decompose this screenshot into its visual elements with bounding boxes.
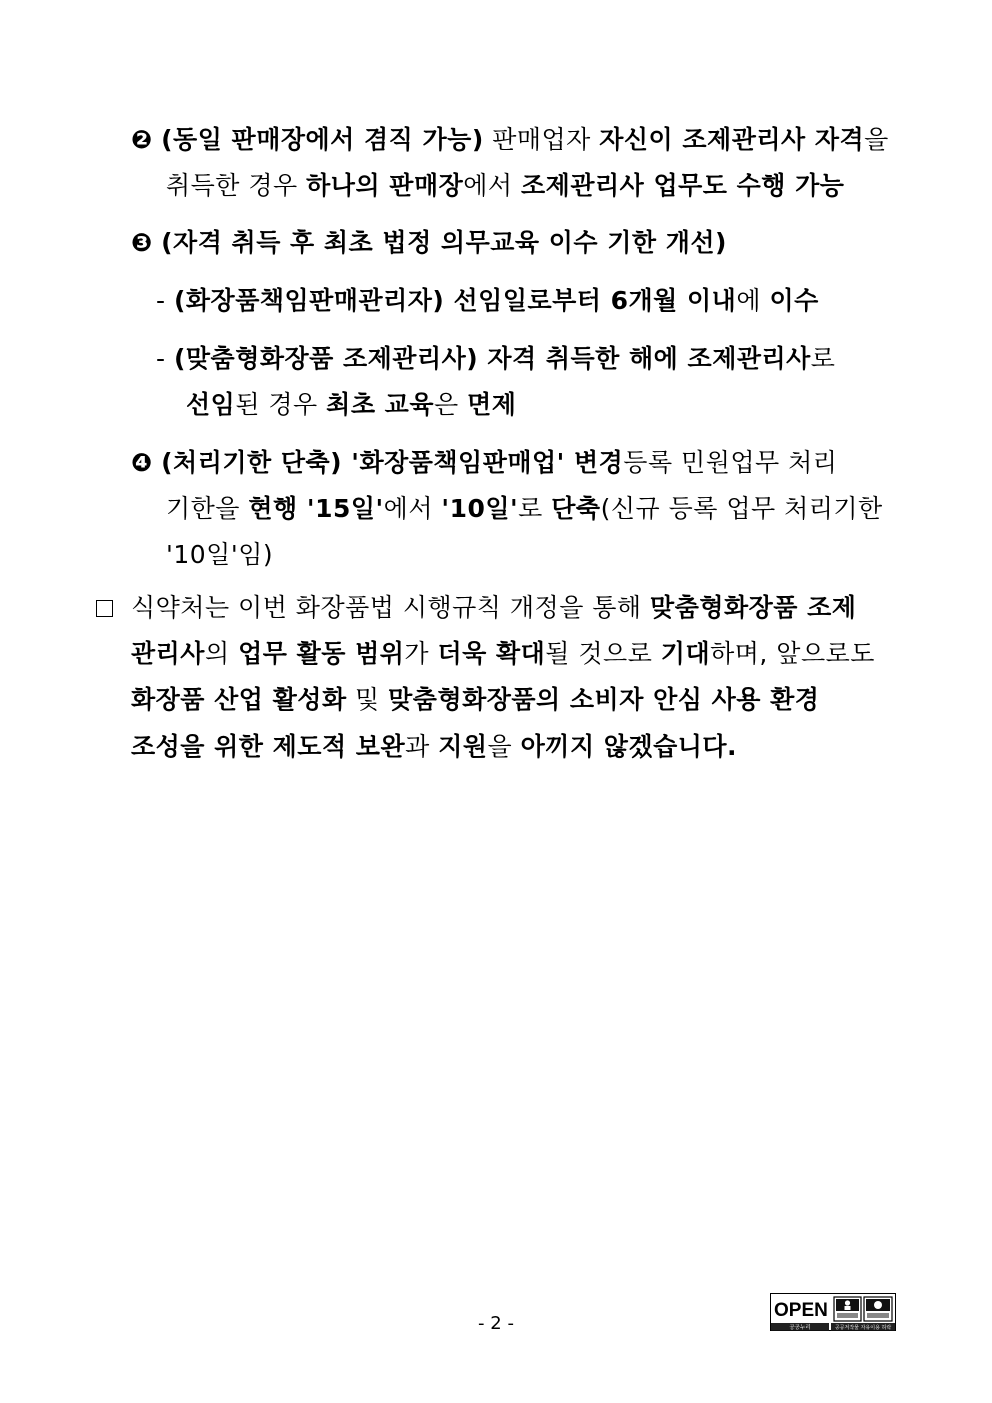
item4-line1-runs bbox=[161, 448, 837, 477]
item3-sub2-line1 bbox=[156, 343, 835, 375]
closing-line3 bbox=[131, 684, 819, 716]
text-run: 자신이 조제관리사 자격 bbox=[599, 125, 865, 154]
text-run: (맞춤형화장품 조제관리사) 자격 취득한 해에 조제관리사 bbox=[173, 344, 811, 373]
text-run: 현행 '15일' bbox=[248, 494, 384, 523]
checkbox-square-icon bbox=[96, 600, 113, 617]
text-run: 에서 bbox=[383, 494, 442, 523]
text-run: (동일 판매장에서 겸직 가능) bbox=[161, 125, 484, 154]
text-run: 아끼지 않겠습니다. bbox=[520, 732, 738, 761]
item4-bullet: ❹ bbox=[131, 448, 153, 477]
open-license-badge bbox=[770, 1293, 896, 1331]
text-run: 업무 활동 범위 bbox=[238, 639, 405, 668]
text-run: 최초 교육 bbox=[326, 390, 434, 419]
text-run: 면제 bbox=[467, 390, 517, 419]
item2-line1-runs bbox=[161, 125, 889, 154]
text-run: 판매업자 bbox=[483, 125, 600, 154]
text-run: 지원 bbox=[438, 732, 488, 761]
text-run: 의 bbox=[204, 639, 239, 668]
text-run: 로 bbox=[518, 494, 552, 523]
text-run: 화장품 산업 활성화 bbox=[131, 685, 347, 714]
text-run: - bbox=[156, 344, 174, 373]
text-run: '10일' bbox=[441, 494, 519, 523]
item2-line2 bbox=[166, 170, 844, 202]
text-run: - bbox=[156, 286, 174, 315]
item3-sub2-line2 bbox=[186, 389, 516, 421]
text-run: 맞춤형화장품의 소비자 안심 사용 환경 bbox=[388, 685, 820, 714]
text-run: 이수 bbox=[769, 286, 819, 315]
text-run: (화장품책임판매관리자) 선임일로부터 6개월 이내 bbox=[173, 286, 737, 315]
text-run: 된 경우 bbox=[235, 390, 327, 419]
text-run: 에 bbox=[736, 286, 770, 315]
text-run: 더욱 확대 bbox=[437, 639, 546, 668]
license-left-caption: 공공누리 bbox=[789, 1325, 811, 1331]
item2-bullet: ❷ bbox=[131, 125, 153, 154]
text-run: 취득한 경우 bbox=[166, 171, 307, 200]
text-run: 관리사 bbox=[131, 639, 205, 668]
text-run: 을 bbox=[487, 732, 521, 761]
text-run: 식약처는 이번 화장품법 시행규칙 개정을 통해 bbox=[131, 593, 651, 622]
item3-bullet: ❸ bbox=[131, 228, 153, 257]
text-run: 될 것으로 bbox=[545, 639, 661, 668]
text-run: 및 bbox=[346, 685, 389, 714]
text-run: (처리기한 단축) '화장품책임판매업' 변경 bbox=[161, 448, 624, 477]
text-run: 하며, 앞으로도 bbox=[710, 639, 875, 668]
text-run: 기대 bbox=[660, 639, 711, 668]
text-run: 등록 민원업무 처리 bbox=[623, 448, 838, 477]
closing-line1 bbox=[131, 592, 856, 624]
text-run: (자격 취득 후 최초 법정 의무교육 이수 기한 개선) bbox=[161, 228, 727, 257]
text-run: 단축 bbox=[551, 494, 601, 523]
text-run: 가 bbox=[404, 639, 438, 668]
license-open-text: OPEN bbox=[774, 1300, 828, 1321]
item3-line1 bbox=[131, 227, 727, 259]
text-run: 맞춤형화장품 조제 bbox=[650, 593, 857, 622]
text-run: 하나의 판매장 bbox=[306, 171, 464, 200]
item2-line1 bbox=[131, 124, 889, 156]
text-run: 로 bbox=[810, 344, 836, 373]
text-run: 기한을 bbox=[166, 494, 249, 523]
text-run: 을 bbox=[864, 125, 889, 154]
text-run: 에서 bbox=[463, 171, 522, 200]
page-number: - 2 - bbox=[478, 1313, 514, 1334]
item4-line3 bbox=[166, 539, 273, 571]
text-run: 과 bbox=[405, 732, 439, 761]
text-run: 조제관리사 업무도 수행 가능 bbox=[521, 171, 845, 200]
text-run: 조성을 위한 제도적 보완 bbox=[131, 732, 406, 761]
text-run: (신규 등록 업무 처리기한 bbox=[600, 494, 883, 523]
closing-line4 bbox=[131, 731, 737, 763]
item4-line2 bbox=[166, 493, 883, 525]
item4-line1 bbox=[131, 447, 837, 479]
text-run: 선임 bbox=[186, 390, 236, 419]
text-run: 은 bbox=[433, 390, 468, 419]
license-right-caption: 공공저작물 자유이용 허락 bbox=[834, 1325, 892, 1331]
item3-sub1 bbox=[156, 285, 819, 317]
closing-line2 bbox=[131, 638, 875, 670]
item3-line1-runs bbox=[161, 228, 727, 257]
text-run: '10일'임) bbox=[166, 540, 274, 569]
